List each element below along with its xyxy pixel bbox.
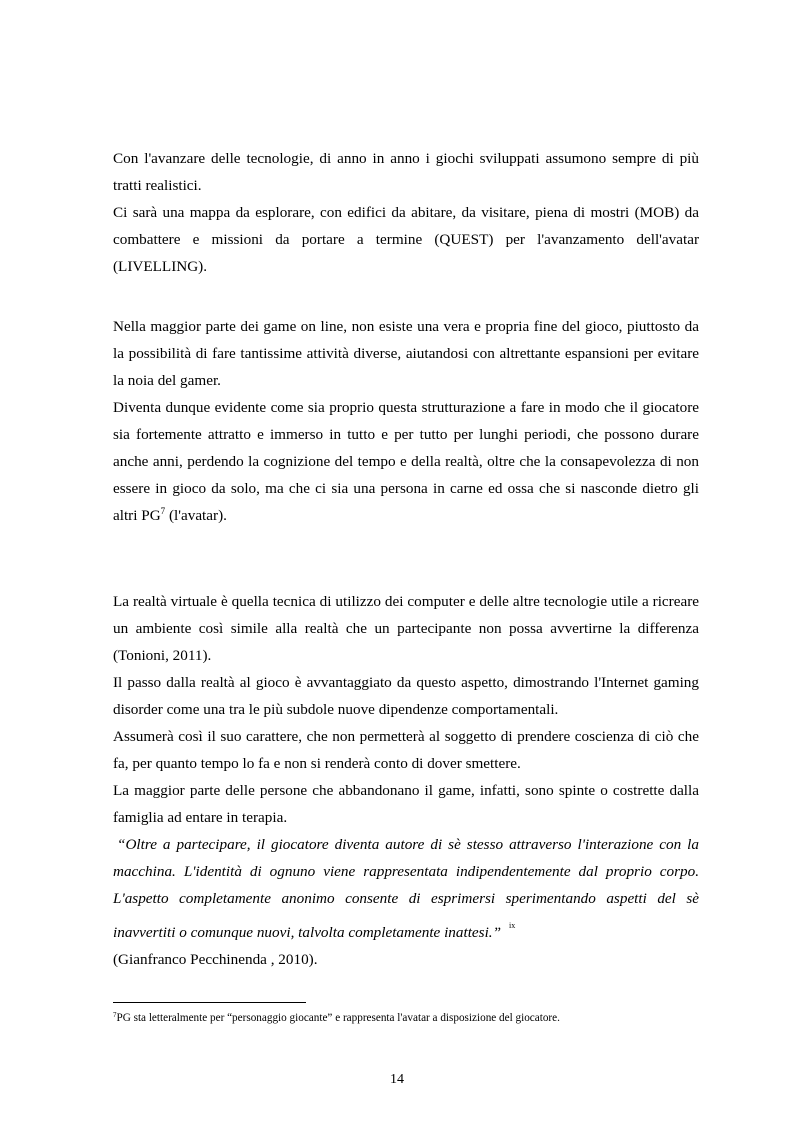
paragraph-gaming-disorder: Il passo dalla realtà al gioco è avvantaggiato da questo aspetto, dimostrando l'Internet gaming disorder come una tra le più subdole nuove dipendenze comportamentali.	[113, 674, 699, 718]
footnote-number: 7	[113, 1011, 117, 1019]
page-number: 14	[390, 1072, 404, 1087]
footnote-reference[interactable]: 7	[160, 506, 166, 516]
block-quote	[113, 831, 699, 946]
paragraph-map-description: Ci sarà una mappa da esplorare, con edifici da abitare, da visitare, piena di mostri (MOB) da combattere e missioni da portare a termine (QUEST) per l'avanzamento dell'avatar (LIVELLING).	[113, 204, 699, 275]
paragraph-awareness: Assumerà così il suo carattere, che non permetterà al soggetto di prendere coscienza di ciò che fa, per quanto tempo lo fa e non si renderà conto di dover smettere.	[113, 728, 699, 772]
paragraph-realism: Con l'avanzare delle tecnologie, di anno in anno i giochi sviluppati assumono sempre di più tratti realistici.	[113, 150, 699, 194]
paragraph-no-ending: Nella maggior parte dei game on line, non esiste una vera e propria fine del gioco, piuttosto da la possibilità di fare tantissime attività diverse, aiutandosi con altrettante espansioni per evitare la noia del gamer.	[113, 318, 699, 389]
section-intro	[113, 145, 699, 280]
quote-text: “Oltre a partecipare, il giocatore diventa autore di sè stesso attraverso l'interazione con la macchina. L'identità di ognuno viene rappresentata indipendentemente dal proprio corpo. L'aspetto completamente anonimo consente di esprimersi sperimentando aspetti del sè inavvertiti o comunque nuovi, talvolta completamente inattesi.”	[113, 836, 699, 941]
endnote-reference[interactable]: ix	[509, 921, 516, 930]
paragraph-immersion-end: (l'avatar).	[165, 507, 227, 524]
quote-citation: (Gianfranco Pecchinenda , 2010).	[113, 951, 318, 968]
paragraph-therapy: La maggior parte delle persone che abbandonano il game, infatti, sono spinte o costrette dalla famiglia ad entare in terapia.	[113, 782, 699, 826]
paragraph-virtual-reality: La realtà virtuale è quella tecnica di utilizzo dei computer e delle altre tecnologie utile a ricreare un ambiente così simile alla realtà che un partecipante non possa avvertirne la differenza (Tonioni, 2011).	[113, 593, 699, 664]
footnote	[113, 1010, 703, 1026]
section-online-games	[113, 313, 699, 529]
paragraph-immersion	[113, 394, 699, 529]
footnote-text: PG sta letteralmente per “personaggio giocante” e rappresenta l'avatar a disposizione del giocatore.	[116, 1012, 560, 1024]
paragraph-immersion-text: Diventa dunque evidente come sia proprio questa strutturazione a fare in modo che il giocatore sia fortemente attratto e immerso in tutto e per tutto per lunghi periodi, che possono durare anche anni, perdendo la cognizione del tempo e della realtà, oltre che la consapevolezza di non essere in gioco da solo, ma che ci sia una persona in carne ed ossa che si nasconde dietro gli altri PG	[113, 399, 699, 524]
footnote-separator	[113, 1002, 306, 1003]
section-virtual-reality	[113, 588, 699, 973]
